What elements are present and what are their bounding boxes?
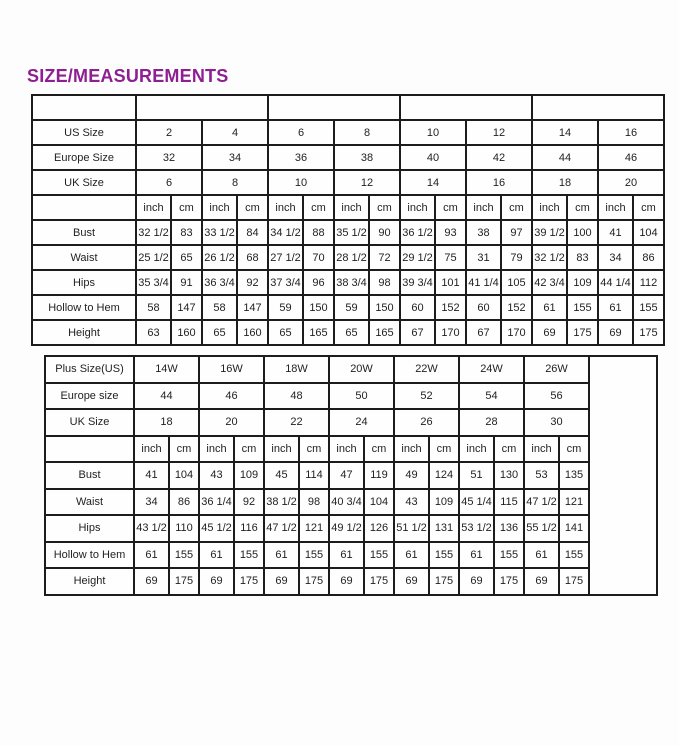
measure-value-cell: 61: [394, 542, 429, 569]
group-header-cell: [136, 95, 268, 120]
row-label: Hips: [45, 515, 134, 542]
size-value-cell: 16: [598, 120, 664, 145]
size-value-cell: 14: [532, 120, 598, 145]
size-value-cell: 28: [459, 409, 524, 436]
size-value-cell: 18: [532, 170, 598, 195]
measure-value-cell: 114: [299, 462, 329, 489]
size-value-cell: 22W: [394, 356, 459, 383]
measure-value-cell: 36 3/4: [202, 270, 237, 295]
measure-value-cell: 112: [633, 270, 664, 295]
size-value-cell: 4: [202, 120, 268, 145]
measure-value-cell: 45: [264, 462, 299, 489]
measure-value-cell: 101: [435, 270, 466, 295]
measure-value-cell: 32 1/2: [532, 245, 567, 270]
measure-value-cell: 70: [303, 245, 334, 270]
unit-cell: cm: [633, 195, 664, 220]
unit-cell: inch: [329, 436, 364, 463]
measure-value-cell: 34: [134, 489, 169, 516]
measure-value-cell: 69: [199, 568, 234, 595]
measure-row: [45, 568, 657, 595]
size-value-cell: 54: [459, 383, 524, 410]
size-value-cell: 10: [268, 170, 334, 195]
measure-value-cell: 147: [171, 295, 202, 320]
measure-value-cell: 88: [303, 220, 334, 245]
measure-value-cell: 51: [459, 462, 494, 489]
measure-value-cell: 121: [299, 515, 329, 542]
size-value-cell: 42: [466, 145, 532, 170]
measure-value-cell: 147: [237, 295, 268, 320]
measure-value-cell: 36 1/2: [400, 220, 435, 245]
measure-value-cell: 155: [364, 542, 394, 569]
size-value-cell: 8: [334, 120, 400, 145]
unit-cell: cm: [171, 195, 202, 220]
size-value-cell: 48: [264, 383, 329, 410]
measure-value-cell: 69: [524, 568, 559, 595]
measure-value-cell: 27 1/2: [268, 245, 303, 270]
measure-value-cell: 35 1/2: [334, 220, 369, 245]
measure-value-cell: 37 3/4: [268, 270, 303, 295]
measure-value-cell: 175: [567, 320, 598, 345]
measure-row: [45, 462, 657, 489]
measure-value-cell: 34 1/2: [268, 220, 303, 245]
measure-value-cell: 155: [299, 542, 329, 569]
measure-value-cell: 152: [501, 295, 532, 320]
measure-value-cell: 43 1/2: [134, 515, 169, 542]
measure-value-cell: 141: [559, 515, 589, 542]
measure-value-cell: 67: [466, 320, 501, 345]
measure-value-cell: 69: [394, 568, 429, 595]
measure-value-cell: 58: [202, 295, 237, 320]
row-label: Hollow to Hem: [32, 295, 136, 320]
row-label: Height: [32, 320, 136, 345]
measure-value-cell: 69: [134, 568, 169, 595]
measure-value-cell: 65: [334, 320, 369, 345]
measure-value-cell: 105: [501, 270, 532, 295]
unit-cell: cm: [494, 436, 524, 463]
measure-value-cell: 84: [237, 220, 268, 245]
measure-value-cell: 104: [364, 489, 394, 516]
measure-value-cell: 61: [264, 542, 299, 569]
measure-row: [32, 245, 664, 270]
measure-value-cell: 53 1/2: [459, 515, 494, 542]
measure-value-cell: 75: [435, 245, 466, 270]
measure-value-cell: 109: [567, 270, 598, 295]
unit-row-spacer-cell: [32, 195, 136, 220]
measure-value-cell: 41 1/4: [466, 270, 501, 295]
size-value-cell: 16: [466, 170, 532, 195]
measure-value-cell: 65: [171, 245, 202, 270]
measure-value-cell: 68: [237, 245, 268, 270]
measure-value-cell: 119: [364, 462, 394, 489]
size-row: [45, 383, 657, 410]
measure-row: [45, 515, 657, 542]
measure-value-cell: 61: [598, 295, 633, 320]
size-value-cell: 10: [400, 120, 466, 145]
measure-value-cell: 98: [299, 489, 329, 516]
measure-value-cell: 155: [429, 542, 459, 569]
measure-value-cell: 65: [268, 320, 303, 345]
measure-value-cell: 35 3/4: [136, 270, 171, 295]
measure-value-cell: 170: [435, 320, 466, 345]
measure-value-cell: 59: [334, 295, 369, 320]
size-value-cell: 26W: [524, 356, 589, 383]
measure-value-cell: 175: [559, 568, 589, 595]
measure-value-cell: 61: [329, 542, 364, 569]
unit-cell: cm: [559, 436, 589, 463]
unit-cell: inch: [334, 195, 369, 220]
measure-value-cell: 38 3/4: [334, 270, 369, 295]
size-row: [45, 356, 657, 383]
measure-value-cell: 63: [136, 320, 171, 345]
unit-cell: inch: [264, 436, 299, 463]
measure-value-cell: 47 1/2: [524, 489, 559, 516]
measure-value-cell: 83: [567, 245, 598, 270]
measure-value-cell: 109: [429, 489, 459, 516]
size-value-cell: 38: [334, 145, 400, 170]
measure-value-cell: 104: [633, 220, 664, 245]
size-value-cell: 52: [394, 383, 459, 410]
unit-cell: inch: [400, 195, 435, 220]
size-value-cell: 32: [136, 145, 202, 170]
measure-value-cell: 83: [171, 220, 202, 245]
measure-value-cell: 116: [234, 515, 264, 542]
measure-value-cell: 61: [532, 295, 567, 320]
measure-value-cell: 165: [369, 320, 400, 345]
size-value-cell: 8: [202, 170, 268, 195]
measure-value-cell: 69: [459, 568, 494, 595]
measure-value-cell: 72: [369, 245, 400, 270]
measure-value-cell: 31: [466, 245, 501, 270]
measure-value-cell: 34: [598, 245, 633, 270]
unit-cell: inch: [524, 436, 559, 463]
row-label: Bust: [32, 220, 136, 245]
measure-value-cell: 115: [494, 489, 524, 516]
measure-value-cell: 79: [501, 245, 532, 270]
unit-cell: inch: [459, 436, 494, 463]
measure-value-cell: 109: [234, 462, 264, 489]
unit-cell: inch: [199, 436, 234, 463]
size-value-cell: 14W: [134, 356, 199, 383]
measure-value-cell: 36 1/4: [199, 489, 234, 516]
measure-value-cell: 150: [369, 295, 400, 320]
unit-cell: cm: [435, 195, 466, 220]
measure-value-cell: 61: [459, 542, 494, 569]
unit-cell: inch: [394, 436, 429, 463]
measure-value-cell: 155: [633, 295, 664, 320]
measure-value-cell: 135: [559, 462, 589, 489]
measure-value-cell: 165: [303, 320, 334, 345]
measure-value-cell: 69: [532, 320, 567, 345]
measure-value-cell: 39 3/4: [400, 270, 435, 295]
measure-value-cell: 60: [466, 295, 501, 320]
size-value-cell: 6: [136, 170, 202, 195]
measure-value-cell: 61: [524, 542, 559, 569]
size-value-cell: 18W: [264, 356, 329, 383]
group-header-cell: [532, 95, 664, 120]
size-value-cell: 2: [136, 120, 202, 145]
size-chart-page: [0, 66, 679, 596]
measure-value-cell: 170: [501, 320, 532, 345]
size-value-cell: 24: [329, 409, 394, 436]
size-value-cell: 12: [466, 120, 532, 145]
standard-size-table: [31, 94, 665, 346]
size-value-cell: 30: [524, 409, 589, 436]
size-value-cell: 56: [524, 383, 589, 410]
unit-cell: inch: [532, 195, 567, 220]
size-value-cell: 50: [329, 383, 394, 410]
measure-value-cell: 38: [466, 220, 501, 245]
size-row: [32, 120, 664, 145]
row-label: Waist: [32, 245, 136, 270]
measure-row: [32, 270, 664, 295]
measure-value-cell: 100: [567, 220, 598, 245]
measure-value-cell: 104: [169, 462, 199, 489]
size-value-cell: 14: [400, 170, 466, 195]
measure-value-cell: 45 1/4: [459, 489, 494, 516]
unit-header-row: [45, 436, 657, 463]
size-row: [32, 170, 664, 195]
measure-row: [45, 489, 657, 516]
measure-value-cell: 47: [329, 462, 364, 489]
measure-value-cell: 91: [171, 270, 202, 295]
measure-value-cell: 51 1/2: [394, 515, 429, 542]
size-value-cell: 20W: [329, 356, 394, 383]
size-value-cell: 44: [532, 145, 598, 170]
row-label: UK Size: [45, 409, 134, 436]
measure-value-cell: 98: [369, 270, 400, 295]
measure-value-cell: 69: [329, 568, 364, 595]
measure-value-cell: 126: [364, 515, 394, 542]
row-label: Waist: [45, 489, 134, 516]
unit-cell: cm: [169, 436, 199, 463]
measure-value-cell: 175: [299, 568, 329, 595]
unit-cell: inch: [598, 195, 633, 220]
size-value-cell: 24W: [459, 356, 524, 383]
empty-trailing-cell: [589, 356, 657, 595]
measure-value-cell: 155: [567, 295, 598, 320]
measure-value-cell: 53: [524, 462, 559, 489]
row-label: Height: [45, 568, 134, 595]
group-header-cell: [400, 95, 532, 120]
unit-cell: cm: [429, 436, 459, 463]
measure-value-cell: 160: [171, 320, 202, 345]
unit-cell: cm: [567, 195, 598, 220]
measure-value-cell: 43: [199, 462, 234, 489]
measure-value-cell: 175: [364, 568, 394, 595]
measure-value-cell: 175: [494, 568, 524, 595]
measure-value-cell: 93: [435, 220, 466, 245]
row-label: Hollow to Hem: [45, 542, 134, 569]
measure-row: [32, 220, 664, 245]
measure-value-cell: 121: [559, 489, 589, 516]
unit-cell: cm: [299, 436, 329, 463]
size-value-cell: 46: [598, 145, 664, 170]
measure-value-cell: 39 1/2: [532, 220, 567, 245]
measure-value-cell: 124: [429, 462, 459, 489]
measure-value-cell: 40 3/4: [329, 489, 364, 516]
unit-cell: inch: [268, 195, 303, 220]
row-label: Hips: [32, 270, 136, 295]
unit-cell: cm: [237, 195, 268, 220]
measure-row: [45, 542, 657, 569]
measure-value-cell: 60: [400, 295, 435, 320]
measure-value-cell: 110: [169, 515, 199, 542]
size-value-cell: 6: [268, 120, 334, 145]
measure-value-cell: 28 1/2: [334, 245, 369, 270]
measure-value-cell: 155: [559, 542, 589, 569]
measure-value-cell: 32 1/2: [136, 220, 171, 245]
group-header-spacer-cell: [32, 95, 136, 120]
unit-cell: inch: [136, 195, 171, 220]
measure-value-cell: 130: [494, 462, 524, 489]
measure-value-cell: 69: [264, 568, 299, 595]
unit-cell: inch: [466, 195, 501, 220]
size-value-cell: 20: [598, 170, 664, 195]
size-value-cell: 16W: [199, 356, 264, 383]
row-label: Europe Size: [32, 145, 136, 170]
measure-value-cell: 33 1/2: [202, 220, 237, 245]
measure-value-cell: 175: [169, 568, 199, 595]
measure-value-cell: 29 1/2: [400, 245, 435, 270]
plus-size-table: [44, 355, 658, 596]
size-value-cell: 44: [134, 383, 199, 410]
measure-value-cell: 155: [234, 542, 264, 569]
row-label: UK Size: [32, 170, 136, 195]
size-row: [45, 409, 657, 436]
measure-value-cell: 92: [234, 489, 264, 516]
row-label: Europe size: [45, 383, 134, 410]
group-header-cell: [268, 95, 400, 120]
size-value-cell: 46: [199, 383, 264, 410]
unit-cell: inch: [134, 436, 169, 463]
measure-value-cell: 175: [429, 568, 459, 595]
measure-value-cell: 44 1/4: [598, 270, 633, 295]
measure-value-cell: 49 1/2: [329, 515, 364, 542]
row-label: Bust: [45, 462, 134, 489]
measure-value-cell: 86: [633, 245, 664, 270]
measure-value-cell: 86: [169, 489, 199, 516]
measure-value-cell: 38 1/2: [264, 489, 299, 516]
measure-value-cell: 58: [136, 295, 171, 320]
measure-value-cell: 47 1/2: [264, 515, 299, 542]
unit-cell: cm: [369, 195, 400, 220]
row-label: Plus Size(US): [45, 356, 134, 383]
size-value-cell: 22: [264, 409, 329, 436]
size-row: [32, 145, 664, 170]
measure-value-cell: 61: [199, 542, 234, 569]
size-value-cell: 34: [202, 145, 268, 170]
measure-value-cell: 41: [134, 462, 169, 489]
measure-value-cell: 67: [400, 320, 435, 345]
unit-cell: cm: [501, 195, 532, 220]
measure-value-cell: 136: [494, 515, 524, 542]
measure-value-cell: 61: [134, 542, 169, 569]
unit-row-spacer-cell: [45, 436, 134, 463]
size-value-cell: 12: [334, 170, 400, 195]
measure-value-cell: 160: [237, 320, 268, 345]
measure-value-cell: 49: [394, 462, 429, 489]
measure-value-cell: 69: [598, 320, 633, 345]
measure-row: [32, 320, 664, 345]
measure-value-cell: 25 1/2: [136, 245, 171, 270]
measure-value-cell: 155: [494, 542, 524, 569]
measure-value-cell: 131: [429, 515, 459, 542]
measure-value-cell: 175: [234, 568, 264, 595]
size-value-cell: 36: [268, 145, 334, 170]
unit-header-row: [32, 195, 664, 220]
measure-value-cell: 55 1/2: [524, 515, 559, 542]
size-value-cell: 20: [199, 409, 264, 436]
measure-value-cell: 155: [169, 542, 199, 569]
size-value-cell: 26: [394, 409, 459, 436]
measure-value-cell: 45 1/2: [199, 515, 234, 542]
measure-row: [32, 295, 664, 320]
unit-cell: inch: [202, 195, 237, 220]
measure-value-cell: 96: [303, 270, 334, 295]
page-title: SIZE/MEASUREMENTS: [27, 66, 229, 86]
row-label: US Size: [32, 120, 136, 145]
unit-cell: cm: [364, 436, 394, 463]
size-value-cell: 40: [400, 145, 466, 170]
unit-cell: cm: [234, 436, 264, 463]
size-value-cell: 18: [134, 409, 199, 436]
measure-value-cell: 90: [369, 220, 400, 245]
measure-value-cell: 150: [303, 295, 334, 320]
group-header-row: [32, 95, 664, 120]
measure-value-cell: 65: [202, 320, 237, 345]
measure-value-cell: 41: [598, 220, 633, 245]
measure-value-cell: 26 1/2: [202, 245, 237, 270]
measure-value-cell: 59: [268, 295, 303, 320]
measure-value-cell: 152: [435, 295, 466, 320]
measure-value-cell: 97: [501, 220, 532, 245]
measure-value-cell: 92: [237, 270, 268, 295]
measure-value-cell: 42 3/4: [532, 270, 567, 295]
unit-cell: cm: [303, 195, 334, 220]
measure-value-cell: 43: [394, 489, 429, 516]
measure-value-cell: 175: [633, 320, 664, 345]
